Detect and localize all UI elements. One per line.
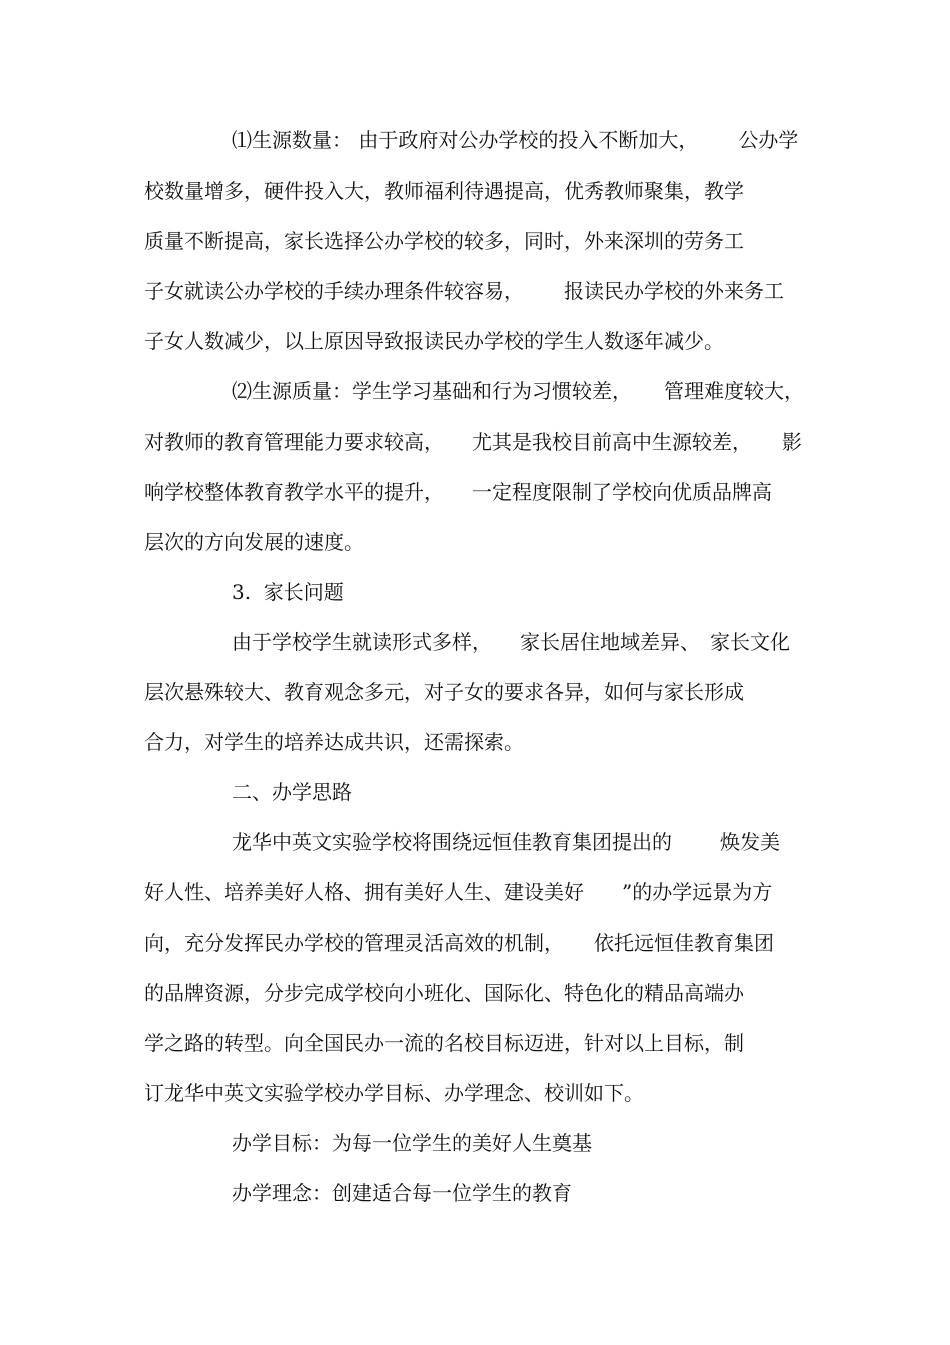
para4-line3-b: 依托远恒佳教育集团 <box>594 931 774 955</box>
para4-line1-a: 龙华中英文实验学校将围绕远恒佳教育集团提出的 <box>232 830 672 854</box>
para3-line2: 层次悬殊较大、教育观念多元，对子女的要求各异，如何与家长形成 <box>144 680 744 704</box>
para4-line4: 的品牌资源，分步完成学校向小班化、国际化、特色化的精品高端办 <box>144 981 744 1005</box>
para4-line2 <box>144 879 772 905</box>
section-heading-school-philosophy: 二、办学思路 <box>232 780 352 804</box>
para2-line2-c: 影 <box>782 430 802 454</box>
para3-line1-c: 家长文化 <box>710 630 790 654</box>
para3-line1-a: 由于学校学生就读形式多样， <box>232 630 492 654</box>
para2-line4: 层次的方向发展的速度。 <box>144 530 364 554</box>
para2-line2-b: 尤其是我校目前高中生源较差， <box>472 430 752 454</box>
para4-line2-a: 好人性、培养美好人格、拥有美好人生、建设美好 <box>144 880 584 904</box>
para2-line2 <box>144 429 802 455</box>
para1-line2: 校数量增多，硬件投入大，教师福利待遇提高，优秀教师聚集，教学 <box>144 179 744 203</box>
para1-line4 <box>144 278 784 304</box>
para4-line1-b: 焕发美 <box>720 830 780 854</box>
para2-line1-b: 管理难度较大， <box>664 379 804 403</box>
para4-line3-a: 向，充分发挥民办学校的管理灵活高效的机制， <box>144 931 564 955</box>
school-goal: 办学目标：为每一位学生的美好人生奠基 <box>232 1131 592 1155</box>
para1-line1-b: 公办学 <box>738 128 799 152</box>
para1-line1-a: ⑴生源数量： 由于政府对公办学校的投入不断加大， <box>232 128 699 152</box>
para4-line5: 学之路的转型。向全国民办一流的名校目标迈进，针对以上目标，制 <box>144 1031 744 1055</box>
para1-line4-b: 报读民办学校的外来务工 <box>564 279 784 303</box>
para2-line1-a: ⑵生源质量：学生学习基础和行为习惯较差， <box>232 379 632 403</box>
para4-line6: 订龙华中英文实验学校办学目标、办学理念、校训如下。 <box>144 1081 644 1105</box>
para3-line1-b: 家长居住地域差异、 <box>520 630 700 654</box>
para2-line3-a: 响学校整体教育教学水平的提升， <box>144 480 444 504</box>
para2-line3-b: 一定程度限制了学校向优质品牌高 <box>472 480 772 504</box>
para1-line3: 质量不断提高，家长选择公办学校的较多，同时，外来深圳的劳务工 <box>144 229 744 253</box>
para1-line4-a: 子女就读公办学校的手续办理条件较容易， <box>144 279 524 303</box>
para1-line1 <box>232 127 798 153</box>
school-concept: 办学理念：创建适合每一位学生的教育 <box>232 1181 572 1205</box>
para3-line1 <box>232 629 790 655</box>
para1-line5: 子女人数减少，以上原因导致报读民办学校的学生人数逐年减少。 <box>144 329 724 353</box>
para4-line2-b: ”的办学远景为方 <box>622 880 773 904</box>
para2-line2-a: 对教师的教育管理能力要求较高， <box>144 430 444 454</box>
section-heading-parents: 3. 家长问题 <box>232 580 344 604</box>
para4-line1 <box>232 829 780 855</box>
para4-line3 <box>144 930 774 956</box>
para3-line3: 合力，对学生的培养达成共识，还需探索。 <box>144 730 524 754</box>
para2-line1 <box>232 378 804 404</box>
para2-line3 <box>144 479 772 505</box>
